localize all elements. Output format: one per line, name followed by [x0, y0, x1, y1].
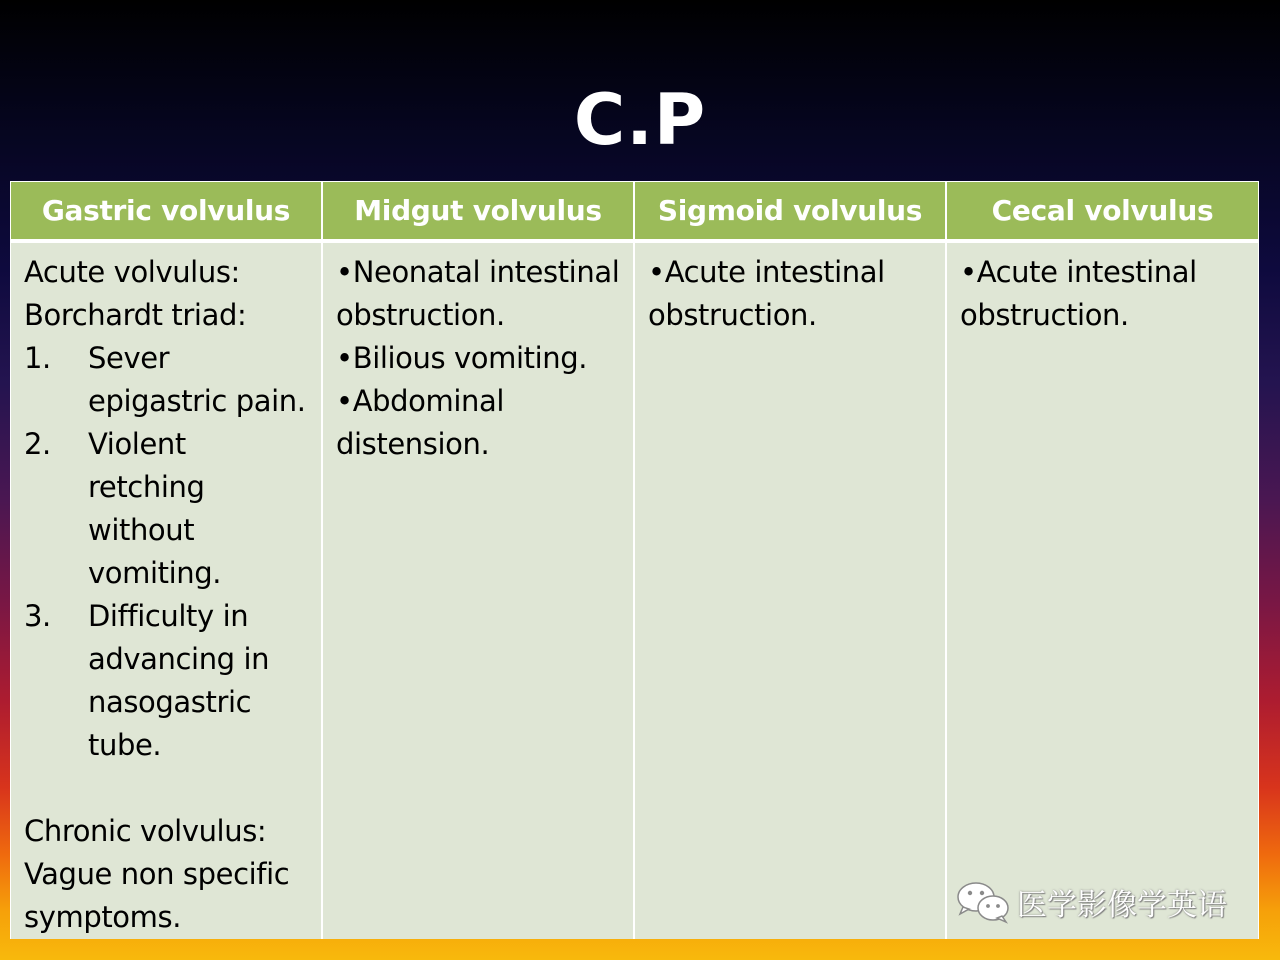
- gastric-intro-line: Borchardt triad:: [24, 298, 247, 332]
- list-item-line: advancing in: [88, 642, 270, 676]
- midgut-line: distension.: [336, 427, 490, 461]
- gastric-outro-line: Chronic volvulus:: [24, 814, 267, 848]
- spacer: [24, 767, 315, 810]
- wechat-icon: [955, 880, 1011, 924]
- midgut-line: •Abdominal: [336, 384, 505, 418]
- header-midgut-volvulus: Midgut volvulus: [323, 182, 635, 243]
- list-item-line: Sever: [88, 341, 170, 375]
- list-item-line: Violent: [88, 427, 186, 461]
- list-number: 1.: [24, 341, 51, 375]
- gastric-outro-line: Vague non specific: [24, 857, 290, 891]
- watermark-text: 医学影像学英语: [1017, 888, 1227, 923]
- list-item-line: without: [88, 513, 195, 547]
- gastric-list-item-2: [24, 423, 315, 595]
- gastric-intro-line: Acute volvulus:: [24, 255, 240, 289]
- sigmoid-line: •Acute intestinal: [648, 255, 885, 289]
- cecal-line: •Acute intestinal: [960, 255, 1197, 289]
- comparison-table: [10, 181, 1259, 939]
- cell-gastric-volvulus: [11, 243, 323, 939]
- gastric-list-item-3: [24, 595, 315, 767]
- header-sigmoid-volvulus: Sigmoid volvulus: [635, 182, 947, 243]
- header-gastric-volvulus: Gastric volvulus: [11, 182, 323, 243]
- list-item-line: vomiting.: [88, 556, 222, 590]
- cecal-line: obstruction.: [960, 298, 1129, 332]
- header-cecal-volvulus: Cecal volvulus: [947, 182, 1258, 243]
- list-item-line: nasogastric: [88, 685, 252, 719]
- midgut-line: •Bilious vomiting.: [336, 341, 588, 375]
- list-item-line: tube.: [88, 728, 162, 762]
- list-number: 2.: [24, 427, 51, 461]
- watermark: [955, 880, 1227, 924]
- midgut-line: •Neonatal intestinal: [336, 255, 620, 289]
- midgut-line: obstruction.: [336, 298, 505, 332]
- list-item-line: epigastric pain.: [88, 384, 306, 418]
- slide-title: C.P: [573, 79, 707, 161]
- sigmoid-line: obstruction.: [648, 298, 817, 332]
- cell-midgut-volvulus: [323, 243, 635, 939]
- list-item-line: Difficulty in: [88, 599, 249, 633]
- list-item-line: retching: [88, 470, 205, 504]
- cell-sigmoid-volvulus: [635, 243, 947, 939]
- cell-cecal-volvulus: [947, 243, 1258, 939]
- gastric-outro-line: symptoms.: [24, 900, 182, 934]
- list-number: 3.: [24, 599, 51, 633]
- gastric-list-item-1: [24, 337, 315, 423]
